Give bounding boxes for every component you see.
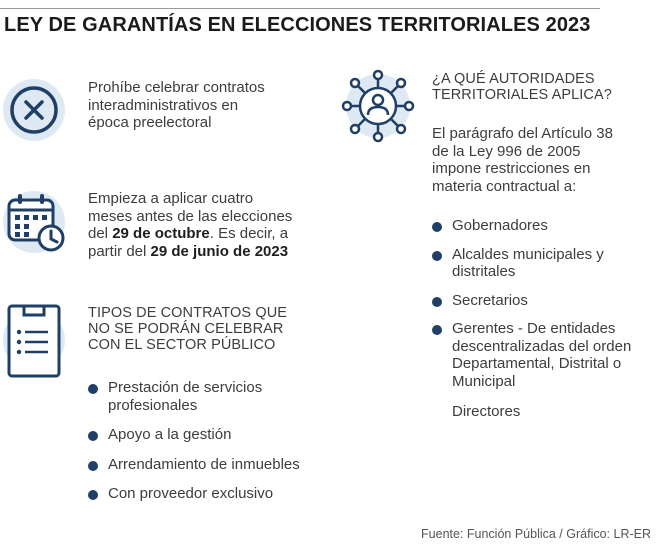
bullet-dot [88, 431, 98, 441]
calendar-clock-icon [0, 188, 72, 260]
bullet-dot [88, 461, 98, 471]
contracts-list [88, 379, 328, 503]
start-date1: 29 de octubre [112, 225, 210, 242]
list-item: Secretarios [432, 292, 652, 310]
list-item: Gerentes - De entidades descentralizadas del orden Departamental, Distrital o Municipal [432, 320, 652, 390]
authorities-heading: ¿A QUÉ AUTORIDADES TERRITORIALES APLICA? [432, 71, 612, 103]
contracts-heading: TIPOS DE CONTRATOS QUE NO SE PODRÁN CELEBRAR CON EL SECTOR PÚBLICO [88, 305, 288, 353]
bullet-dot [88, 490, 98, 500]
list-item: Apoyo a la gestión [88, 426, 328, 444]
start-line2: . Es decir, a partir del [88, 225, 289, 260]
start-date2: 29 de junio de 2023 [150, 242, 289, 260]
list-item: Gobernadores [432, 217, 652, 235]
authorities-extra: Directores [452, 403, 521, 420]
close-circle-icon [0, 74, 72, 146]
start-text [88, 190, 298, 260]
bullet-dot [432, 251, 442, 261]
bullet-dot [88, 384, 98, 394]
list-item: Alcaldes municipales y distritales [432, 246, 652, 281]
page-title: LEY DE GARANTÍAS EN ELECCIONES TERRITORIALES 2023 [4, 14, 591, 36]
bullet-dot [432, 297, 442, 307]
bullet-dot [432, 325, 442, 335]
clipboard-list-icon [0, 300, 72, 380]
start-line1: Empieza a aplicar cuatro meses antes de las elecciones del [88, 190, 293, 242]
list-item: Con proveedor exclusivo [88, 485, 328, 503]
source-credit: Fuente: Función Pública / Gráfico: LR-ER [421, 527, 651, 541]
list-item: Arrendamiento de inmuebles [88, 456, 328, 474]
bullet-dot [432, 222, 442, 232]
prohibition-text: Prohíbe celebrar contratos interadministrativos en época preelectoral [88, 79, 265, 131]
top-rule [0, 8, 600, 9]
authorities-intro: El parágrafo del Artículo 38 de la Ley 996 de 2005 impone restricciones en materia contractual a: [432, 125, 613, 195]
list-item: Prestación de servicios profesionales [88, 379, 328, 414]
authorities-list [432, 217, 652, 390]
network-person-icon [340, 68, 416, 144]
